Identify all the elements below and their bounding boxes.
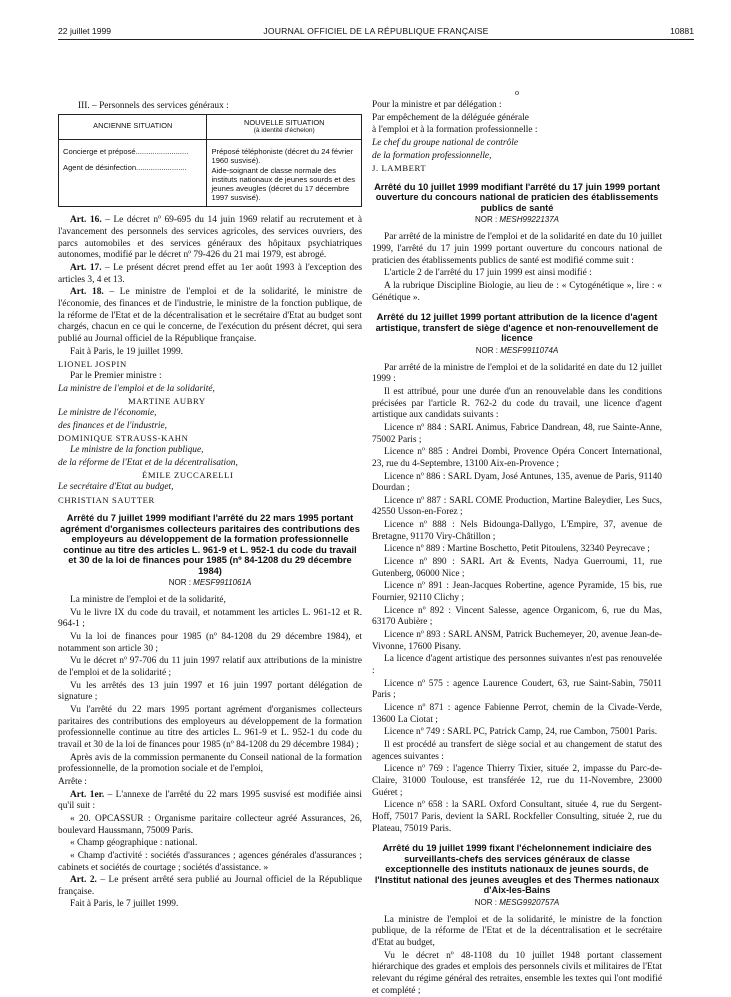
paragraph: Il est attribué, pour une durée d'un an renouvelable dans les conditions précisées par l'article R. 762-2 du code du travail, une licence d'agent artistique aux candidats suivants : bbox=[372, 386, 662, 421]
par-premier-ministre: Par le Premier ministre : bbox=[70, 370, 162, 381]
paragraph: Vu l'arrêté du 22 mars 1995 portant agrément d'organismes collecteurs paritaires des contributions des employeurs au développement de la formation professionnelle continue au titre des articles L. 961-9 et L. 952-1 du code du travail et 30 de la loi de finances pour 1985 (nº 84-1208 du 29 décembre 1984) ; bbox=[58, 704, 362, 750]
licence-item: Licence nº 658 : la SARL Oxford Consultant, située 4, rue du Sergent-Hoff, 75017 Paris, devient la SARL Rockfeller Consulting, située 2, rue du Plateau, 75019 Paris. bbox=[372, 800, 662, 834]
signature-line: à l'emploi et à la formation professionnelle : bbox=[372, 125, 538, 136]
licence-item: Licence nº 893 : SARL ANSM, Patrick Buchemeyer, 20, avenue Jean-de-Vivonne, 17600 Pisany. bbox=[372, 630, 662, 652]
quote-paragraph: « Champ géographique : national. bbox=[70, 838, 198, 849]
signatory-name: CHRISTIAN SAUTTER bbox=[58, 494, 155, 505]
nor-line: NOR : MESF9911074A bbox=[475, 345, 559, 355]
paragraph: L'article 2 de l'arrêté du 17 juin 1999 est ainsi modifié : bbox=[384, 268, 592, 279]
decree-title: Arrêté du 7 juillet 1999 modifiant l'arrêté du 22 mars 1995 portant agrément d'organismes collecteurs paritaires des contributions des employeurs au développement de la formation professionnelle continue au titre des articles L. 961-9 et L. 952-1 du code du travail et 30 de la loi de finances pour 1985 (nº 84-1208 du 29 décembre 1984) bbox=[60, 513, 360, 576]
signatory-name: ÉMILE ZUCCARELLI bbox=[142, 470, 234, 481]
page-header bbox=[58, 26, 694, 40]
left-column bbox=[58, 98, 362, 983]
signatory-title: de la réforme de l'Etat et de la décentralisation, bbox=[58, 457, 238, 468]
paragraph: Vu les arrêtés des 13 juin 1997 et 16 juin 1997 portant délégation de signature ; bbox=[58, 680, 362, 703]
right-column bbox=[372, 88, 662, 996]
paragraph: Vu le décret nº 97-706 du 11 juin 1997 relatif aux attributions de la ministre de l'emploi et de la solidarité ; bbox=[58, 656, 362, 678]
paragraph: Par arrêté de la ministre de l'emploi et de la solidarité en date du 12 juillet 1999 : bbox=[372, 362, 662, 385]
article-2: Art. 2. – Le présent arrêté sera publié au Journal officiel de la République française. bbox=[58, 875, 362, 897]
licence-item: Licence nº 749 : SARL PC, Patrick Camp, 24, rue Cambon, 75001 Paris. bbox=[384, 727, 658, 738]
nor-line: NOR : MESG9920757A bbox=[474, 897, 560, 907]
paragraph: Par arrêté de la ministre de l'emploi et de la solidarité en date du 10 juillet 1999, l'arrêté du 17 juin 1999 portant ouverture du concours national de praticien des établissements publics de santé est modifié comme suit : bbox=[372, 232, 662, 266]
arrete-label: Arrête : bbox=[58, 776, 87, 787]
signatory-name: MARTINE AUBRY bbox=[128, 396, 206, 407]
nor-line: NOR : MESH9922137A bbox=[474, 215, 560, 225]
page-number: 10881 bbox=[670, 26, 694, 36]
licence-item: Licence nº 891 : Jean-Jacques Robertine, agence Pyramide, 15 bis, rue Fournier, 92110 Clichy ; bbox=[372, 581, 662, 604]
paragraph: Vu le livre IX du code du travail, et notamment les articles L. 961-12 et R. 964-1 ; bbox=[58, 607, 362, 630]
licence-item: Licence nº 871 : agence Fabienne Perrot, chemin de la Civade-Verde, 13600 La Ciotat ; bbox=[372, 702, 662, 725]
signatory-name: DOMINIQUE STRAUSS-KAHN bbox=[58, 433, 189, 444]
article-18: Art. 18. – Le ministre de l'emploi et de la solidarité, le ministre de l'économie, des finances et de l'industrie, le ministre de la fonction publique, de la réforme de l'Etat et de la décentralisation et le secrétaire d'Etat au budget sont chargés, chacun en ce qui le concerne, de l'exécution du présent décret, qui sera publié au Journal officiel de la République française. bbox=[58, 287, 362, 344]
paragraph: A la rubrique Discipline Biologie, au lieu de : « Cytogénétique », lire : « Génétique ». bbox=[372, 280, 662, 303]
signatory-title: des finances et de l'industrie, bbox=[58, 420, 168, 431]
header-date: 22 juillet 1999 bbox=[58, 26, 112, 36]
table-header-old: ANCIENNE SITUATION bbox=[59, 114, 207, 139]
decree-title: Arrêté du 12 juillet 1999 portant attribution de la licence d'agent artistique, transfert de siège d'agence et non-renouvellement de licence bbox=[375, 312, 659, 344]
signatory-title: Le ministre de l'économie, bbox=[58, 407, 157, 418]
signature-line: de la formation professionnelle, bbox=[372, 150, 492, 161]
signatory-title: Le ministre de la fonction publique, bbox=[70, 444, 204, 455]
licence-item: Licence nº 884 : SARL Animus, Fabrice Dandrean, 48, rue Sainte-Anne, 75002 Paris ; bbox=[372, 422, 662, 445]
licence-item: Licence nº 887 : SARL COME Production, Martine Baleydier, Les Sucs, 42550 Usson-en-Forez ; bbox=[372, 495, 662, 518]
situation-table bbox=[58, 114, 362, 208]
new-situation: Aide-soignant de classe normale des instituts nationaux de jeunes sourds et des jeunes aveugles (décret du 17 décembre 1997 susvisé). bbox=[211, 165, 355, 203]
paragraph: Après avis de la commission permanente du Conseil national de la formation professionnelle, de la promotion sociale et de l'emploi, bbox=[58, 752, 362, 775]
paragraph: La ministre de l'emploi et de la solidarité, le ministre de la fonction publique, de la réforme de l'Etat et de la décentralisation et le secrétaire d'Etat au budget, bbox=[372, 914, 662, 948]
table-cell-new bbox=[207, 139, 362, 207]
article-16: Art. 16. – Le décret nº 69-695 du 14 juin 1969 relatif au recrutement et à l'avancement des personnels des services agricoles, des services ouvriers, des parcs automobiles et des services généraux des hôpitaux psychiatriques autonomes, modifié par le décret nº 79-426 du 21 mai 1979, est abrogé. bbox=[58, 215, 362, 261]
decree-title: Arrêté du 19 juillet 1999 fixant l'échelonnement indiciaire des surveillants-chefs des services généraux de classe exceptionnelle des instituts nationaux de jeunes sourds, de l'Institut national des jeunes aveugles et des Thermes nationaux d'Aix-les-Bains bbox=[374, 843, 660, 896]
licence-item: Licence nº 888 : Nels Bidounga-Dallygo, L'Empire, 37, avenue de Bretagne, 91170 Viry-Châtillon ; bbox=[372, 520, 662, 542]
licence-item: Licence nº 575 : agence Laurence Coudert, 63, rue Saint-Sabin, 75011 Paris ; bbox=[372, 678, 662, 701]
licence-item: Licence nº 889 : Martine Boschetto, Petit Pitoulens, 32340 Peyrecave ; bbox=[384, 544, 650, 555]
licence-item: Licence nº 892 : Vincent Salesse, agence Organicom, 6, rue du Mas, 63170 Aubière ; bbox=[372, 605, 662, 628]
article-17: Art. 17. – Le présent décret prend effet au 1er août 1993 à l'exception des articles 3, 4 et 13. bbox=[58, 263, 362, 285]
paragraph: La ministre de l'emploi et de la solidarité, bbox=[70, 595, 226, 606]
signatory-title: Le secrétaire d'Etat au budget, bbox=[58, 481, 174, 492]
journal-title: JOURNAL OFFICIEL DE LA RÉPUBLIQUE FRANÇAISE bbox=[263, 26, 489, 36]
licence-item: Licence nº 886 : SARL Dyam, José Antunes, 135, avenue de Paris, 91140 Dourdan ; bbox=[372, 471, 662, 494]
paragraph: La licence d'agent artistique des personnes suivantes n'est pas renouvelée : bbox=[372, 654, 662, 676]
old-situation: Concierge et préposé......................... bbox=[63, 146, 189, 156]
decree-title: Arrêté du 10 juillet 1999 modifiant l'arrêté du 17 juin 1999 portant ouverture du concours national de praticien des établissements publics de santé bbox=[374, 181, 660, 213]
article-1: Art. 1er. – L'annexe de l'arrêté du 22 mars 1995 susvisé est modifiée ainsi qu'il suit : bbox=[58, 789, 363, 812]
section-mark: o bbox=[515, 88, 519, 97]
signatory-title: La ministre de l'emploi et de la solidarité, bbox=[58, 383, 215, 394]
section-title: III. – Personnels des services généraux : bbox=[78, 101, 229, 111]
quote-paragraph: « 20. OPCASSUR : Organisme paritaire collecteur agréé Assurances, 26, boulevard Haussmann, 75009 Paris. bbox=[58, 813, 362, 836]
signature-line: Par empêchement de la déléguée générale bbox=[372, 112, 529, 123]
fait-paris-1: Fait à Paris, le 19 juillet 1999. bbox=[70, 346, 184, 357]
licence-item: Licence nº 769 : l'agence Thierry Tixier, située 2, impasse du Parc-de-Claire, 31000 Toulouse, est transférée 12, rue du 11-Novembre, 23000 Guéret ; bbox=[372, 764, 662, 798]
table-cell-old bbox=[59, 139, 207, 207]
signature-pm: LIONEL JOSPIN bbox=[58, 359, 127, 370]
fait-paris-2: Fait à Paris, le 7 juillet 1999. bbox=[70, 899, 179, 910]
signature-line: Le chef du groupe national de contrôle bbox=[372, 137, 518, 148]
paragraph: Il est procédé au transfert de siège social et au changement de statut des agences suivantes : bbox=[372, 739, 662, 762]
signatory-name: J. LAMBERT bbox=[372, 163, 427, 174]
old-situation: Agent de désinfection........................ bbox=[63, 162, 187, 172]
paragraph: Vu la loi de finances pour 1985 (nº 84-1208 du 29 décembre 1984), et notamment son article 30 ; bbox=[58, 632, 362, 654]
table-header-new: NOUVELLE SITUATION (à identité d'échelon) bbox=[207, 114, 362, 139]
quote-paragraph: « Champ d'activité : sociétés d'assurances ; agences générales d'assurances ; cabinets et sociétés de courtage ; sociétés d'assistance. » bbox=[58, 850, 362, 873]
licence-item: Licence nº 885 : Andrei Dombi, Provence Opéra Concert International, 23, rue du 4-Septembre, 13100 Aix-en-Provence ; bbox=[372, 447, 662, 469]
licence-item: Licence nº 890 : SARL Art & Events, Nadya Guerroumi, 11, rue Gutenberg, 06000 Nice ; bbox=[372, 557, 662, 579]
new-situation: Préposé téléphoniste (décret du 24 février 1960 susvisé). bbox=[211, 146, 353, 165]
signature-line: Pour la ministre et par délégation : bbox=[372, 99, 502, 110]
paragraph: Vu le décret nº 48-1108 du 10 juillet 1948 portant classement hiérarchique des grades et emplois des personnels civils et militaires de l'Etat relevant du régime général des retraites, ensemble les textes qui l'ont modifié et complété ; bbox=[372, 950, 662, 996]
nor-line: NOR : MESF9911061A bbox=[168, 578, 252, 588]
